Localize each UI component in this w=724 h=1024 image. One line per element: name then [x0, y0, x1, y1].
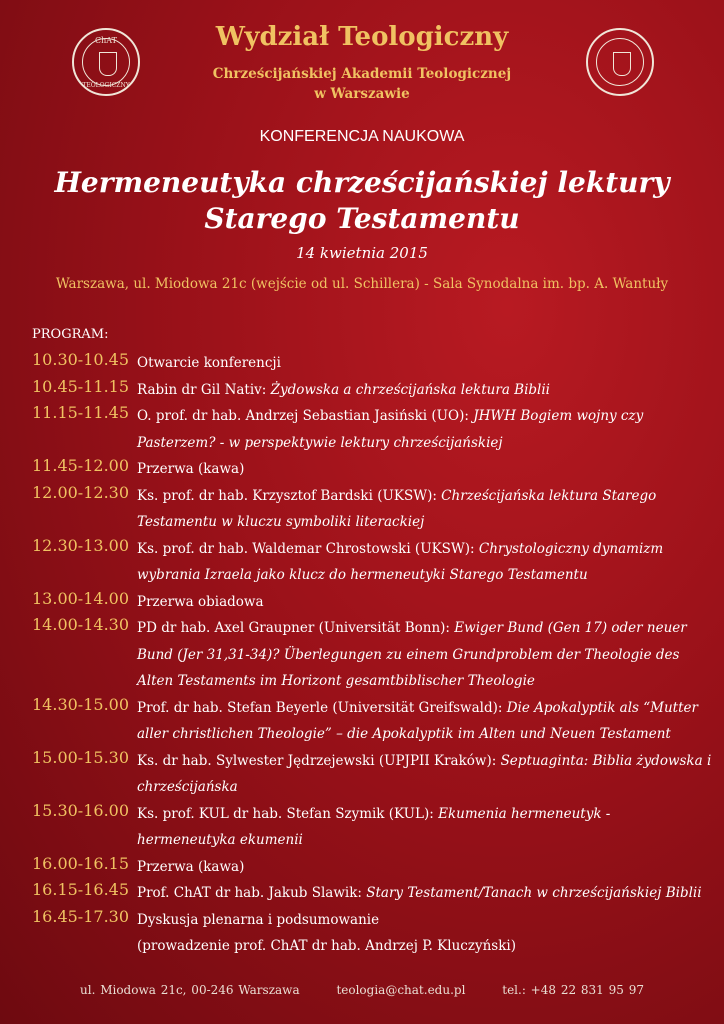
program-speaker: O. prof. dr hab. Andrzej Sebastian Jasiński (UO): [137, 408, 474, 424]
program-speaker: Ks. prof. dr hab. Krzysztof Bardski (UKSW): [137, 487, 442, 504]
program-speaker: Przerwa obiadowa [137, 593, 264, 610]
program-speaker: Otwarcie konferencji [137, 355, 281, 371]
program-talk-title: Chrześcijańska lektura Starego Testamentu w kluczu symboliki literackiej [137, 487, 657, 530]
academy-name: Chrześcijańskiej Akademii Teologicznej [212, 66, 512, 82]
academy-city: w Warszawie [314, 86, 410, 102]
program-talk-title: Septuaginta: Biblia żydowska i chrześcijańska [137, 752, 712, 795]
program-speaker: Dyskusja plenarna i podsumowanie [137, 911, 380, 928]
program-item [32, 748, 712, 801]
program-item [32, 403, 712, 456]
program-item [32, 880, 712, 907]
program-item [32, 695, 712, 748]
program-time: 15.00-15.30 [32, 747, 130, 767]
program-description [137, 615, 712, 695]
program-item [32, 907, 712, 960]
program-time: 13.00-14.00 [32, 588, 130, 608]
faculty-title: Wydział Teologiczny [215, 22, 509, 52]
program-time: 16.15-16.45 [32, 880, 130, 899]
program-speaker: Przerwa (kawa) [137, 858, 245, 875]
footer-email[interactable]: teologia@chat.edu.pl [336, 983, 466, 997]
program-description [137, 801, 712, 854]
conference-date: 14 kwietnia 2015 [296, 244, 428, 262]
program-description [137, 536, 712, 589]
program-speaker: PD dr hab. Axel Graupner (Universität Bonn): [137, 620, 455, 636]
program-item [32, 615, 712, 695]
program-time: 12.00-12.30 [32, 482, 130, 502]
program-description [137, 695, 712, 748]
program-item [32, 456, 712, 483]
program-description [137, 456, 712, 483]
program-note: (prowadzenie prof. ChAT dr hab. Andrzej P. Kluczyński) [137, 938, 516, 954]
program-talk-title: Chrystologiczny dynamizm wybrania Izraela jako klucz do hermeneutyki Starego Testamentu [137, 540, 664, 583]
program-description [137, 589, 712, 616]
program-time: 16.45-17.30 [32, 906, 130, 926]
conference-venue: Warszawa, ul. Miodowa 21c (wejście od ul. Schillera) - Sala Synodalna im. bp. A. Wantuły [55, 276, 669, 292]
program-description [137, 854, 712, 881]
program-time: 10.30-10.45 [32, 350, 130, 369]
program-speaker: Prof. dr hab. Stefan Beyerle (Universität Greifswald): [137, 699, 507, 716]
program-item [32, 536, 712, 589]
program-description [137, 748, 712, 801]
program-speaker: Prof. ChAT dr hab. Jakub Slawik: [137, 885, 367, 901]
program-time: 14.30-15.00 [32, 694, 130, 714]
program-talk-title: Die Apokalyptik als “Mutter aller christlichen Theologie” – die Apokalyptik im Alten und Neuen Testament [137, 699, 698, 742]
program-time: 16.00-16.15 [32, 853, 130, 873]
program-description [137, 483, 712, 536]
program-item [32, 589, 712, 616]
program-talk-title: Stary Testament/Tanach w chrześcijańskiej Biblii [366, 885, 702, 901]
program-speaker: Ks. dr hab. Sylwester Jędrzejewski (UPJPII Kraków): [137, 752, 501, 769]
seal-text-top: ChAT [95, 36, 117, 45]
program-item [32, 854, 712, 881]
program-time: 14.00-14.30 [32, 615, 130, 634]
footer-phone: tel.: +48 22 831 95 97 [502, 983, 644, 997]
footer [0, 983, 724, 997]
program-item [32, 801, 712, 854]
program-time: 15.30-16.00 [32, 800, 130, 820]
program-speaker: Przerwa (kawa) [137, 461, 245, 477]
program-description [137, 907, 712, 960]
program-description [137, 350, 712, 377]
program-label: PROGRAM: [32, 327, 109, 342]
program-description [137, 403, 712, 456]
program-list [32, 350, 712, 960]
program-description [137, 880, 712, 907]
program-time: 12.30-13.00 [32, 535, 130, 555]
program-item [32, 483, 712, 536]
program-item [32, 350, 712, 377]
program-item [32, 377, 712, 404]
program-talk-title: JHWH Bogiem wojny czy Pasterzem? - w perspektywie lektury chrześcijańskiej [137, 408, 644, 451]
program-speaker: Ks. prof. KUL dr hab. Stefan Szymik (KUL): [137, 805, 439, 822]
conference-type: KONFERENCJA NAUKOWA [259, 128, 465, 145]
program-talk-title: Żydowska a chrześcijańska lektura Biblii [270, 381, 550, 398]
conference-title-line2: Starego Testamentu [204, 202, 520, 235]
seal-text-bottom: TEOLOGICZNY [82, 82, 130, 89]
program-speaker: Ks. prof. dr hab. Waldemar Chrostowski (UKSW): [137, 540, 479, 557]
program-talk-title: Ewiger Bund (Gen 17) oder neuer Bund (Jer 31,31-34)? Überlegungen zu einem Grundproblem der Theologie des Alten Testaments im Horizont gesamtbiblischer Theologie [137, 620, 687, 689]
footer-address: ul. Miodowa 21c, 00-246 Warszawa [80, 983, 300, 997]
program-speaker: Rabin dr Gil Nativ: [137, 381, 271, 398]
program-description [137, 377, 712, 404]
program-time: 11.45-12.00 [32, 456, 130, 475]
program-talk-title: Ekumenia hermeneutyk - hermeneutyka ekumenii [137, 805, 611, 848]
program-time: 10.45-11.15 [32, 376, 130, 396]
conference-title-line1: Hermeneutyka chrześcijańskiej lektury [54, 166, 670, 199]
program-time: 11.15-11.45 [32, 403, 130, 422]
